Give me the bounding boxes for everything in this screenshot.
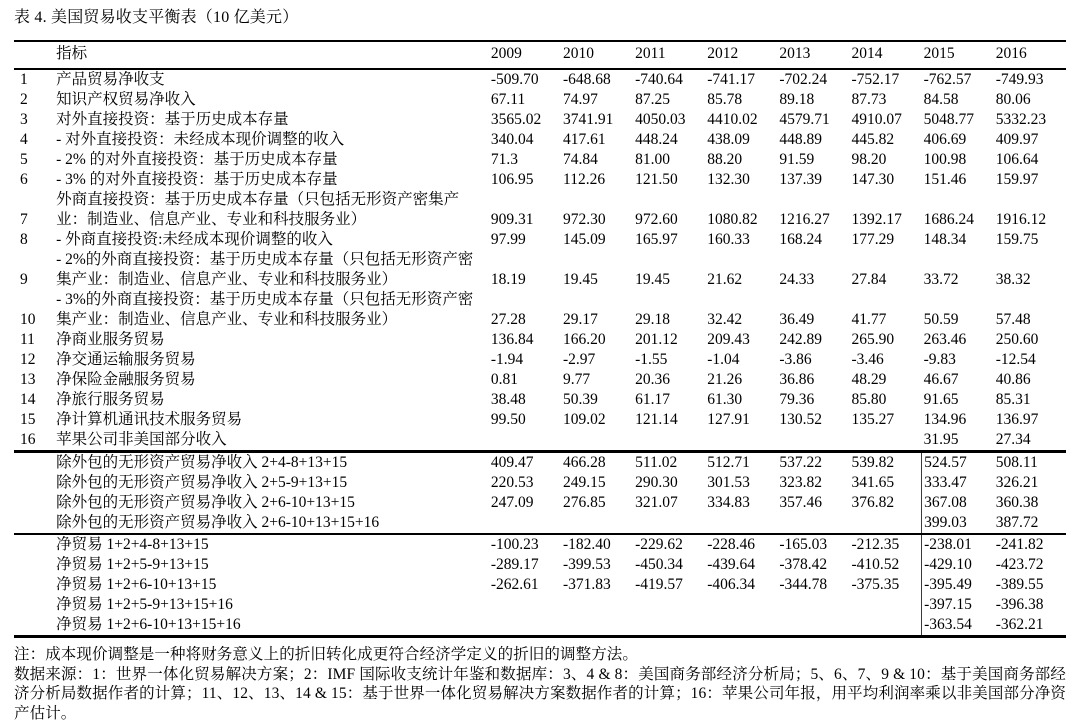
row-label: - 外商直接投资:未经成本现价调整的收入 — [56, 230, 489, 250]
cell-value: 38.48 — [489, 390, 561, 410]
cell-value: 3741.91 — [561, 110, 633, 130]
cell-value: 41.77 — [850, 290, 922, 330]
row-label: 净交通运输服务贸易 — [56, 350, 489, 370]
table-row — [14, 473, 1066, 493]
cell-value — [777, 615, 849, 637]
cell-value: 201.12 — [633, 330, 705, 350]
cell-value — [489, 430, 561, 452]
cell-value: 121.14 — [633, 410, 705, 430]
row-label: - 2% 的对外直接投资：基于历史成本存量 — [56, 150, 489, 170]
cell-value: 33.72 — [922, 250, 994, 290]
cell-value: 91.65 — [922, 390, 994, 410]
cell-value: -371.83 — [561, 575, 633, 595]
table-row — [14, 290, 1066, 330]
table-row — [14, 493, 1066, 513]
cell-value: -9.83 — [922, 350, 994, 370]
cell-value: 137.39 — [777, 170, 849, 190]
row-number: 11 — [14, 330, 56, 350]
cell-value: -423.72 — [994, 555, 1066, 575]
cell-value — [489, 595, 561, 615]
cell-value: -450.34 — [633, 555, 705, 575]
cell-value: -3.86 — [777, 350, 849, 370]
row-number — [14, 534, 56, 555]
table-row — [14, 575, 1066, 595]
row-label: 净贸易 1+2+5-9+13+15+16 — [56, 595, 489, 615]
cell-value: 1686.24 — [922, 190, 994, 230]
trade-balance-table — [14, 40, 1066, 638]
cell-value: 36.49 — [777, 290, 849, 330]
cell-value: 5332.23 — [994, 110, 1066, 130]
cell-value: -212.35 — [850, 534, 922, 555]
row-label: 除外包的无形资产贸易净收入 2+6-10+13+15 — [56, 493, 489, 513]
cell-value: 399.03 — [922, 513, 994, 534]
row-label: 除外包的无形资产贸易净收入 2+4-8+13+15 — [56, 452, 489, 474]
row-number: 9 — [14, 250, 56, 290]
cell-value: 91.59 — [777, 150, 849, 170]
row-number — [14, 595, 56, 615]
cell-value: 40.86 — [994, 370, 1066, 390]
cell-value: 29.17 — [561, 290, 633, 330]
row-number: 13 — [14, 370, 56, 390]
cell-value: 5048.77 — [922, 110, 994, 130]
cell-value: -509.70 — [489, 69, 561, 90]
row-number: 14 — [14, 390, 56, 410]
cell-value: -165.03 — [777, 534, 849, 555]
cell-value: 326.21 — [994, 473, 1066, 493]
cell-value — [561, 595, 633, 615]
cell-value: 367.08 — [922, 493, 994, 513]
cell-value: 508.11 — [994, 452, 1066, 474]
cell-value: 50.59 — [922, 290, 994, 330]
cell-value: 360.38 — [994, 493, 1066, 513]
row-label: 净商业服务贸易 — [56, 330, 489, 350]
cell-value: 27.84 — [850, 250, 922, 290]
cell-value: -397.15 — [922, 595, 994, 615]
table-row — [14, 190, 1066, 230]
cell-value: 81.00 — [633, 150, 705, 170]
table-header-row — [14, 41, 1066, 69]
row-label: 产品贸易净收支 — [56, 69, 489, 90]
cell-value: 276.85 — [561, 493, 633, 513]
cell-value: 38.32 — [994, 250, 1066, 290]
cell-value: 19.45 — [561, 250, 633, 290]
cell-value: -395.49 — [922, 575, 994, 595]
cell-value: 67.11 — [489, 90, 561, 110]
cell-value — [489, 615, 561, 637]
table-title: 表 4. 美国贸易收支平衡表（10 亿美元） — [14, 7, 1066, 29]
cell-value: 263.46 — [922, 330, 994, 350]
cell-value — [633, 513, 705, 534]
cell-value: 85.78 — [705, 90, 777, 110]
cell-value: 4410.02 — [705, 110, 777, 130]
cell-value: -648.68 — [561, 69, 633, 90]
row-label: 净贸易 1+2+6-10+13+15+16 — [56, 615, 489, 637]
cell-value — [633, 595, 705, 615]
cell-value — [489, 513, 561, 534]
cell-value: -740.64 — [633, 69, 705, 90]
table-row — [14, 69, 1066, 90]
cell-value: 57.48 — [994, 290, 1066, 330]
cell-value: 537.22 — [777, 452, 849, 474]
cell-value: 409.47 — [489, 452, 561, 474]
cell-value: 524.57 — [922, 452, 994, 474]
cell-value: -1.55 — [633, 350, 705, 370]
cell-value: 27.28 — [489, 290, 561, 330]
cell-value: -410.52 — [850, 555, 922, 575]
table-row — [14, 513, 1066, 534]
cell-value: 85.80 — [850, 390, 922, 410]
cell-value: 88.20 — [705, 150, 777, 170]
cell-value: 417.61 — [561, 130, 633, 150]
cell-value: 177.29 — [850, 230, 922, 250]
table-row — [14, 130, 1066, 150]
cell-value: 71.3 — [489, 150, 561, 170]
table-row — [14, 150, 1066, 170]
cell-value: 406.69 — [922, 130, 994, 150]
header-year: 2013 — [777, 41, 849, 69]
row-label: 苹果公司非美国部分收入 — [56, 430, 489, 452]
cell-value: 265.90 — [850, 330, 922, 350]
row-number — [14, 555, 56, 575]
cell-value: 323.82 — [777, 473, 849, 493]
cell-value: 321.07 — [633, 493, 705, 513]
cell-value: 36.86 — [777, 370, 849, 390]
header-year: 2014 — [850, 41, 922, 69]
row-label: - 3% 的对外直接投资：基于历史成本存量 — [56, 170, 489, 190]
cell-value: 333.47 — [922, 473, 994, 493]
cell-value: 97.99 — [489, 230, 561, 250]
table-row — [14, 330, 1066, 350]
cell-value: -1.04 — [705, 350, 777, 370]
cell-value — [633, 430, 705, 452]
header-year: 2016 — [994, 41, 1066, 69]
table-body-net-income-summary — [14, 452, 1066, 535]
cell-value: -182.40 — [561, 534, 633, 555]
cell-value: 4050.03 — [633, 110, 705, 130]
row-label: 净保险金融服务贸易 — [56, 370, 489, 390]
cell-value: 168.24 — [777, 230, 849, 250]
cell-value: 112.26 — [561, 170, 633, 190]
cell-value: 145.09 — [561, 230, 633, 250]
table-row — [14, 230, 1066, 250]
row-number: 5 — [14, 150, 56, 170]
cell-value: 20.36 — [633, 370, 705, 390]
row-label: 知识产权贸易净收入 — [56, 90, 489, 110]
cell-value: -2.97 — [561, 350, 633, 370]
cell-value: 87.25 — [633, 90, 705, 110]
cell-value — [633, 615, 705, 637]
cell-value: 99.50 — [489, 410, 561, 430]
cell-value: 249.15 — [561, 473, 633, 493]
row-number: 4 — [14, 130, 56, 150]
cell-value: 3565.02 — [489, 110, 561, 130]
cell-value: 100.98 — [922, 150, 994, 170]
row-number: 3 — [14, 110, 56, 130]
table-row — [14, 430, 1066, 452]
cell-value: 301.53 — [705, 473, 777, 493]
table-body-indicators — [14, 69, 1066, 452]
table-row — [14, 350, 1066, 370]
cell-value: -363.54 — [922, 615, 994, 637]
cell-value: 135.27 — [850, 410, 922, 430]
cell-value: 250.60 — [994, 330, 1066, 350]
cell-value: 136.97 — [994, 410, 1066, 430]
cell-value: 130.52 — [777, 410, 849, 430]
cell-value: 24.33 — [777, 250, 849, 290]
cell-value: 31.95 — [922, 430, 994, 452]
cell-value: 84.58 — [922, 90, 994, 110]
cell-value: 61.17 — [633, 390, 705, 410]
cell-value: 511.02 — [633, 452, 705, 474]
cell-value: -12.54 — [994, 350, 1066, 370]
table-row — [14, 390, 1066, 410]
cell-value: 1080.82 — [705, 190, 777, 230]
cell-value: 357.46 — [777, 493, 849, 513]
row-label: 净贸易 1+2+4-8+13+15 — [56, 534, 489, 555]
cell-value: 21.26 — [705, 370, 777, 390]
row-number: 1 — [14, 69, 56, 90]
cell-value: 9.77 — [561, 370, 633, 390]
cell-value: -389.55 — [994, 575, 1066, 595]
cell-value: 61.30 — [705, 390, 777, 410]
table-row — [14, 110, 1066, 130]
cell-value: 448.24 — [633, 130, 705, 150]
cell-value — [777, 430, 849, 452]
cell-value: -439.64 — [705, 555, 777, 575]
row-number — [14, 452, 56, 474]
cell-value: 74.97 — [561, 90, 633, 110]
cell-value: 98.20 — [850, 150, 922, 170]
cell-value: 4579.71 — [777, 110, 849, 130]
cell-value: -749.93 — [994, 69, 1066, 90]
cell-value: 445.82 — [850, 130, 922, 150]
cell-value: 106.64 — [994, 150, 1066, 170]
cell-value: 21.62 — [705, 250, 777, 290]
cell-value: 80.06 — [994, 90, 1066, 110]
cell-value: 134.96 — [922, 410, 994, 430]
cell-value: 148.34 — [922, 230, 994, 250]
cell-value: 85.31 — [994, 390, 1066, 410]
cell-value: -362.21 — [994, 615, 1066, 637]
cell-value: 972.30 — [561, 190, 633, 230]
cell-value — [705, 615, 777, 637]
cell-value — [561, 513, 633, 534]
cell-value: 334.83 — [705, 493, 777, 513]
row-number: 6 — [14, 170, 56, 190]
row-label: 净贸易 1+2+6-10+13+15 — [56, 575, 489, 595]
cell-value: 1392.17 — [850, 190, 922, 230]
cell-value: 160.33 — [705, 230, 777, 250]
cell-value: 18.19 — [489, 250, 561, 290]
table-row — [14, 555, 1066, 575]
cell-value: 151.46 — [922, 170, 994, 190]
row-number: 2 — [14, 90, 56, 110]
cell-value: -228.46 — [705, 534, 777, 555]
table-row — [14, 534, 1066, 555]
table-row — [14, 615, 1066, 637]
row-label: 对外直接投资：基于历史成本存量 — [56, 110, 489, 130]
row-label: 除外包的无形资产贸易净收入 2+5-9+13+15 — [56, 473, 489, 493]
cell-value: -241.82 — [994, 534, 1066, 555]
cell-value: 166.20 — [561, 330, 633, 350]
header-year: 2011 — [633, 41, 705, 69]
header-year: 2012 — [705, 41, 777, 69]
cell-value: 121.50 — [633, 170, 705, 190]
row-label: - 对外直接投资：未经成本现价调整的收入 — [56, 130, 489, 150]
row-label: 除外包的无形资产贸易净收入 2+6-10+13+15+16 — [56, 513, 489, 534]
cell-value: 387.72 — [994, 513, 1066, 534]
cell-value — [777, 595, 849, 615]
cell-value: 539.82 — [850, 452, 922, 474]
cell-value: -378.42 — [777, 555, 849, 575]
cell-value: 220.53 — [489, 473, 561, 493]
table-row — [14, 595, 1066, 615]
cell-value: 29.18 — [633, 290, 705, 330]
row-label: - 3%的外商直接投资：基于历史成本存量（只包括无形资产密集产业：制造业、信息产业、专业和科技服务业） — [56, 290, 489, 330]
cell-value: -741.17 — [705, 69, 777, 90]
table-row — [14, 410, 1066, 430]
row-label: 外商直接投资：基于历史成本存量（只包括无形资产密集产业：制造业、信息产业、专业和科技服务业） — [56, 190, 489, 230]
header-number-cell — [14, 41, 56, 69]
cell-value: 972.60 — [633, 190, 705, 230]
cell-value: 127.91 — [705, 410, 777, 430]
cell-value: 87.73 — [850, 90, 922, 110]
note-method: 注：成本现价调整是一种将财务意义上的折旧转化成更符合经济学定义的折旧的调整方法。 — [14, 645, 1066, 665]
row-number — [14, 513, 56, 534]
cell-value: 74.84 — [561, 150, 633, 170]
cell-value: 512.71 — [705, 452, 777, 474]
cell-value: 106.95 — [489, 170, 561, 190]
cell-value — [561, 430, 633, 452]
cell-value: 159.97 — [994, 170, 1066, 190]
cell-value: 48.29 — [850, 370, 922, 390]
cell-value: 159.75 — [994, 230, 1066, 250]
header-year: 2009 — [489, 41, 561, 69]
cell-value: 89.18 — [777, 90, 849, 110]
cell-value: -762.57 — [922, 69, 994, 90]
cell-value: 0.81 — [489, 370, 561, 390]
table-row — [14, 250, 1066, 290]
cell-value: 909.31 — [489, 190, 561, 230]
cell-value: 290.30 — [633, 473, 705, 493]
cell-value: 4910.07 — [850, 110, 922, 130]
cell-value: -406.34 — [705, 575, 777, 595]
header-year: 2015 — [922, 41, 994, 69]
cell-value: 147.30 — [850, 170, 922, 190]
cell-value: 136.84 — [489, 330, 561, 350]
row-label: 净贸易 1+2+5-9+13+15 — [56, 555, 489, 575]
table-body-net-trade-summary — [14, 534, 1066, 637]
cell-value — [705, 513, 777, 534]
cell-value — [705, 595, 777, 615]
cell-value: 46.67 — [922, 370, 994, 390]
cell-value: 466.28 — [561, 452, 633, 474]
cell-value: -429.10 — [922, 555, 994, 575]
cell-value: -100.23 — [489, 534, 561, 555]
cell-value — [705, 430, 777, 452]
cell-value: 27.34 — [994, 430, 1066, 452]
row-label: - 2%的外商直接投资：基于历史成本存量（只包括无形资产密集产业：制造业、信息产业、专业和科技服务业） — [56, 250, 489, 290]
table-notes — [14, 645, 1066, 723]
note-sources: 数据来源：1：世界一体化贸易解决方案；2：IMF 国际收支统计年鉴和数据库：3、4 & 8：美国商务部经济分析局；5、6、7、9 & 10：基于美国商务部经济分析局数据作者的计算；11、12、13、14 & 15：基于世界一体化贸易解决方案数据作者的计算；16：苹果公司年报，用平均利润率乘以非美国部分净资产估计。 — [14, 665, 1066, 723]
row-number: 12 — [14, 350, 56, 370]
cell-value: 448.89 — [777, 130, 849, 150]
cell-value: 438.09 — [705, 130, 777, 150]
cell-value: -262.61 — [489, 575, 561, 595]
cell-value: 247.09 — [489, 493, 561, 513]
cell-value: 79.36 — [777, 390, 849, 410]
cell-value: -399.53 — [561, 555, 633, 575]
cell-value: 132.30 — [705, 170, 777, 190]
cell-value: 1216.27 — [777, 190, 849, 230]
row-number: 10 — [14, 290, 56, 330]
cell-value: 341.65 — [850, 473, 922, 493]
cell-value — [850, 615, 922, 637]
cell-value: -752.17 — [850, 69, 922, 90]
cell-value — [850, 595, 922, 615]
header-year: 2010 — [561, 41, 633, 69]
cell-value: 340.04 — [489, 130, 561, 150]
cell-value — [561, 615, 633, 637]
row-number: 7 — [14, 190, 56, 230]
header-indicator: 指标 — [56, 41, 489, 69]
table-row — [14, 452, 1066, 474]
table-row — [14, 90, 1066, 110]
cell-value: 109.02 — [561, 410, 633, 430]
cell-value: 242.89 — [777, 330, 849, 350]
cell-value: 409.97 — [994, 130, 1066, 150]
cell-value: 50.39 — [561, 390, 633, 410]
row-number: 8 — [14, 230, 56, 250]
row-number — [14, 493, 56, 513]
cell-value: 19.45 — [633, 250, 705, 290]
cell-value: -375.35 — [850, 575, 922, 595]
table-header — [14, 41, 1066, 69]
table-row — [14, 370, 1066, 390]
cell-value: -344.78 — [777, 575, 849, 595]
cell-value — [777, 513, 849, 534]
cell-value: -238.01 — [922, 534, 994, 555]
cell-value: -419.57 — [633, 575, 705, 595]
cell-value: 32.42 — [705, 290, 777, 330]
table-row — [14, 170, 1066, 190]
cell-value: 376.82 — [850, 493, 922, 513]
row-number — [14, 615, 56, 637]
cell-value: 1916.12 — [994, 190, 1066, 230]
cell-value: -396.38 — [994, 595, 1066, 615]
cell-value — [850, 430, 922, 452]
cell-value: -3.46 — [850, 350, 922, 370]
cell-value: -289.17 — [489, 555, 561, 575]
cell-value — [850, 513, 922, 534]
row-number — [14, 473, 56, 493]
cell-value: -702.24 — [777, 69, 849, 90]
row-label: 净旅行服务贸易 — [56, 390, 489, 410]
row-number — [14, 575, 56, 595]
cell-value: 209.43 — [705, 330, 777, 350]
cell-value: -229.62 — [633, 534, 705, 555]
row-label: 净计算机通讯技术服务贸易 — [56, 410, 489, 430]
row-number: 16 — [14, 430, 56, 452]
row-number: 15 — [14, 410, 56, 430]
cell-value: -1.94 — [489, 350, 561, 370]
cell-value: 165.97 — [633, 230, 705, 250]
